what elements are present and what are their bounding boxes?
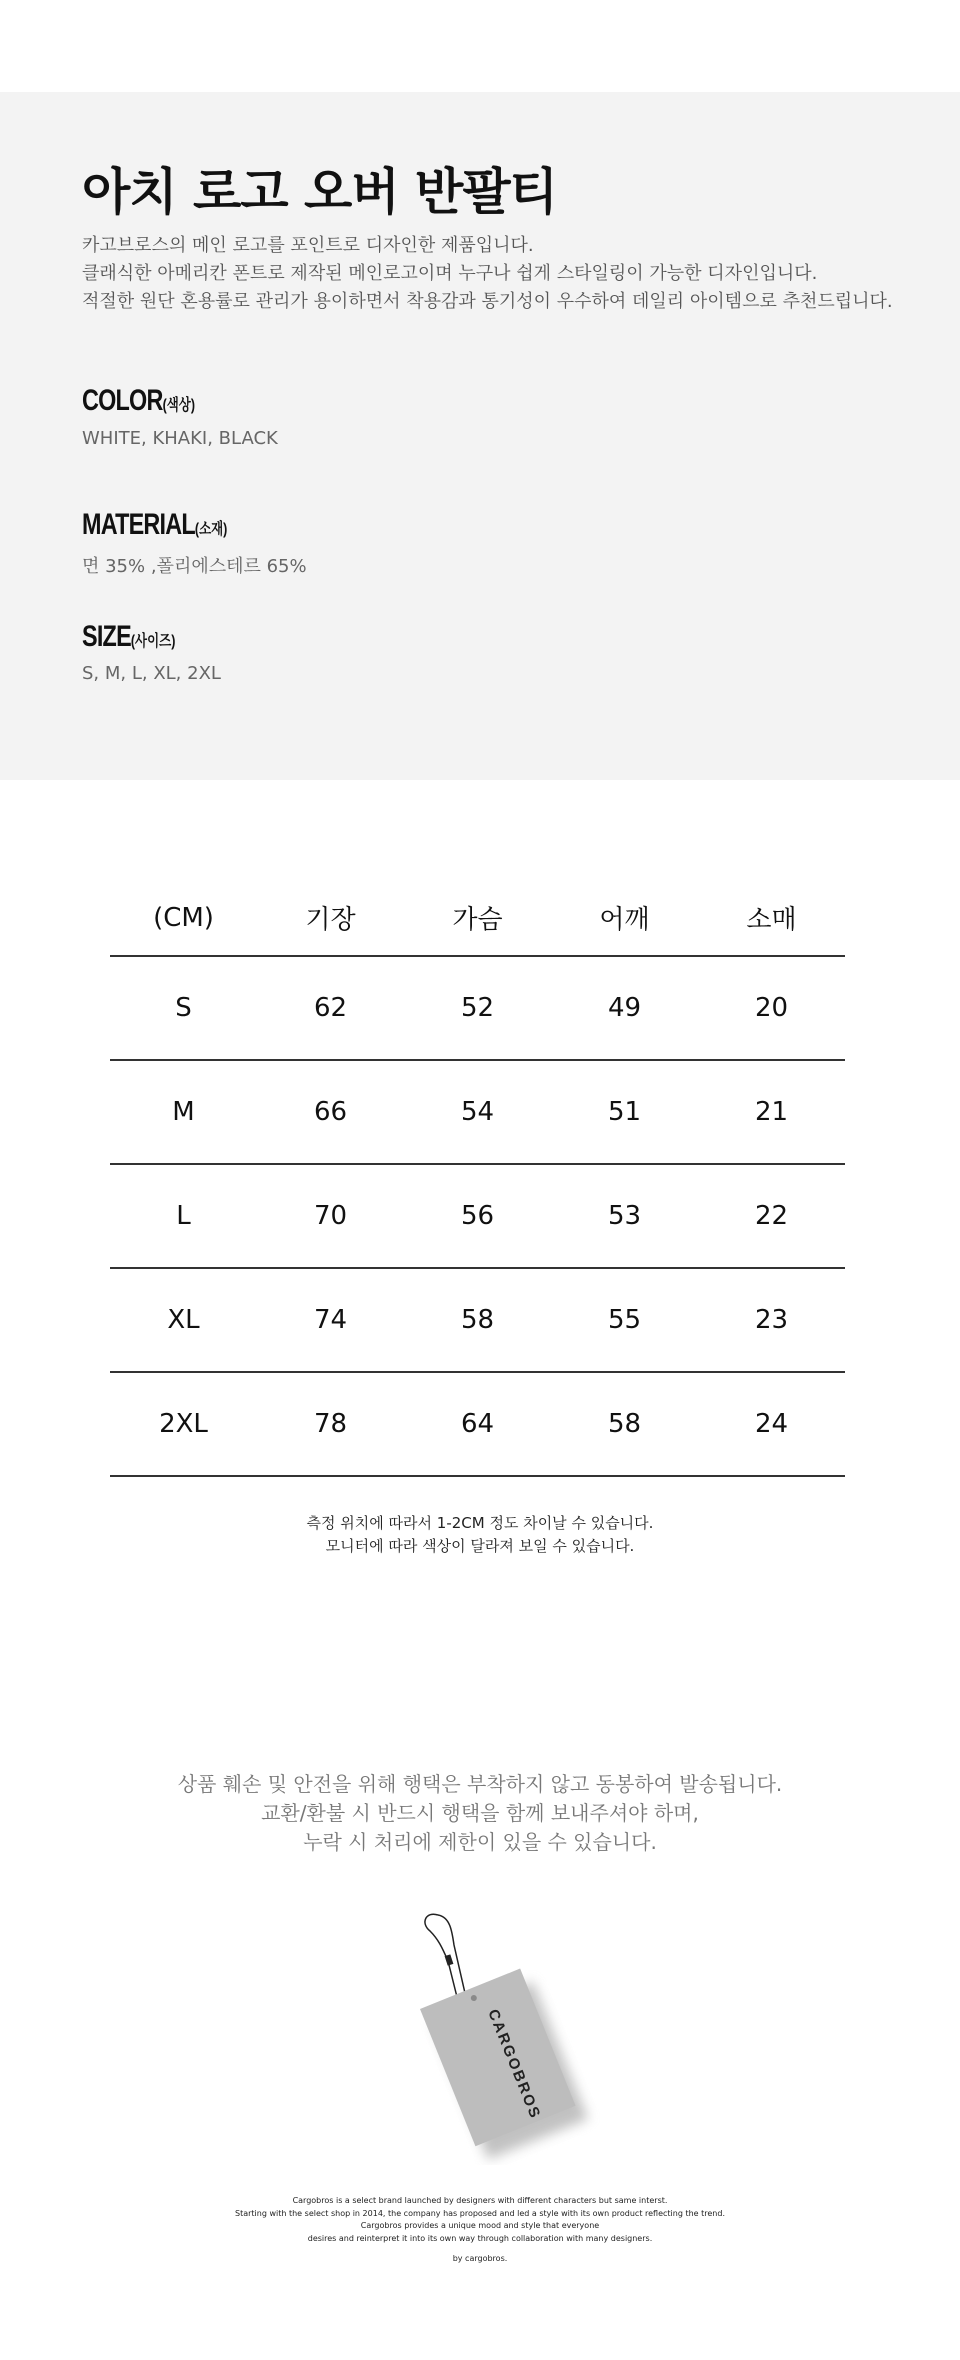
length-cell: 70 [257, 1164, 404, 1268]
material-label-sub: (소재) [194, 521, 228, 538]
footer-line: Cargobros is a select brand launched by designers with different characters but same interst. [292, 2196, 668, 2205]
header-cell-length: 기장 [257, 880, 404, 956]
chest-cell: 54 [404, 1060, 551, 1164]
description-line: 적절한 원단 혼용률로 관리가 용이하면서 착용감과 통기성이 우수하여 데일리 아이템으로 추천드립니다. [82, 291, 893, 312]
measurement-note [0, 1512, 960, 1558]
notice-line: 상품 훼손 및 안전을 위해 행택은 부착하지 않고 동봉하여 발송됩니다. [177, 1772, 783, 1796]
size-row-m [110, 1060, 845, 1164]
chest-cell: 56 [404, 1164, 551, 1268]
shoulder-cell: 58 [551, 1372, 698, 1476]
description-line: 클래식한 아메리칸 폰트로 제작된 메인로고이며 누구나 쉽게 스타일링이 가능한 디자인입니다. [82, 263, 818, 284]
size-row-xl [110, 1268, 845, 1372]
shoulder-cell: 51 [551, 1060, 698, 1164]
footer-line: Cargobros provides a unique mood and style that everyone [360, 2221, 600, 2230]
product-description [82, 232, 893, 316]
footer-line: Starting with the select shop in 2014, the company has proposed and led a style with its own product reflecting the trend. [235, 2208, 725, 2218]
description-line: 카고브로스의 메인 로고를 포인트로 디자인한 제품입니다. [82, 235, 534, 256]
color-spec-label [82, 384, 195, 418]
size-spec-label [82, 620, 175, 654]
note-line: 모니터에 따라 색상이 달라져 보일 수 있습니다. [325, 1537, 635, 1555]
header-cell-unit: (CM) [110, 880, 257, 956]
shoulder-cell: 49 [551, 956, 698, 1060]
size-label-sub: (사이즈) [130, 633, 176, 650]
hang-tag-notice [0, 1770, 960, 1857]
footer-line: desires and reinterpret it into its own way through collaboration with many designers. [307, 2233, 653, 2243]
sleeve-cell: 20 [698, 956, 845, 1060]
size-cell: M [110, 1060, 257, 1164]
note-line: 측정 위치에 따라서 1-2CM 정도 차이날 수 있습니다. [306, 1514, 654, 1532]
size-cell: L [110, 1164, 257, 1268]
length-cell: 78 [257, 1372, 404, 1476]
sleeve-cell: 23 [698, 1268, 845, 1372]
material-spec-value: 면 35% ,폴리에스테르 65% [82, 556, 307, 577]
footer-signature: by cargobros. [452, 2254, 508, 2263]
chest-cell: 52 [404, 956, 551, 1060]
shoulder-cell: 53 [551, 1164, 698, 1268]
sleeve-cell: 21 [698, 1060, 845, 1164]
size-chart-header-row [110, 880, 845, 956]
sleeve-cell: 24 [698, 1372, 845, 1476]
chest-cell: 64 [404, 1372, 551, 1476]
color-spec-value: WHITE, KHAKI, BLACK [82, 428, 278, 449]
material-label: MATERIAL [82, 508, 195, 541]
header-cell-chest: 가슴 [404, 880, 551, 956]
color-label: COLOR [82, 384, 163, 417]
color-label-sub: (색상) [162, 397, 196, 414]
size-cell: XL [110, 1268, 257, 1372]
length-cell: 66 [257, 1060, 404, 1164]
chest-cell: 58 [404, 1268, 551, 1372]
product-title: 아치 로고 오버 반팔티 [82, 163, 557, 221]
length-cell: 74 [257, 1268, 404, 1372]
product-intro [0, 92, 960, 780]
hang-tag-image [380, 1905, 600, 2165]
size-row-2xl [110, 1372, 845, 1476]
size-cell: 2XL [110, 1372, 257, 1476]
sleeve-cell: 22 [698, 1164, 845, 1268]
size-spec-value: S, M, L, XL, 2XL [82, 663, 221, 684]
notice-line: 교환/환불 시 반드시 행택을 함께 보내주셔야 하며, [261, 1801, 699, 1825]
length-cell: 62 [257, 956, 404, 1060]
shoulder-cell: 55 [551, 1268, 698, 1372]
material-spec-label [82, 508, 227, 542]
header-cell-shoulder: 어깨 [551, 880, 698, 956]
size-row-s [110, 956, 845, 1060]
tag-brand-text: CARGOBROS [484, 2006, 544, 2122]
size-chart-table [110, 880, 845, 1477]
size-label: SIZE [82, 620, 131, 653]
size-row-l [110, 1164, 845, 1268]
size-cell: S [110, 956, 257, 1060]
notice-line: 누락 시 처리에 제한이 있을 수 있습니다. [303, 1830, 657, 1854]
hang-tag-illustration [380, 1905, 600, 2169]
brand-footer [0, 2195, 960, 2266]
header-cell-sleeve: 소매 [698, 880, 845, 956]
